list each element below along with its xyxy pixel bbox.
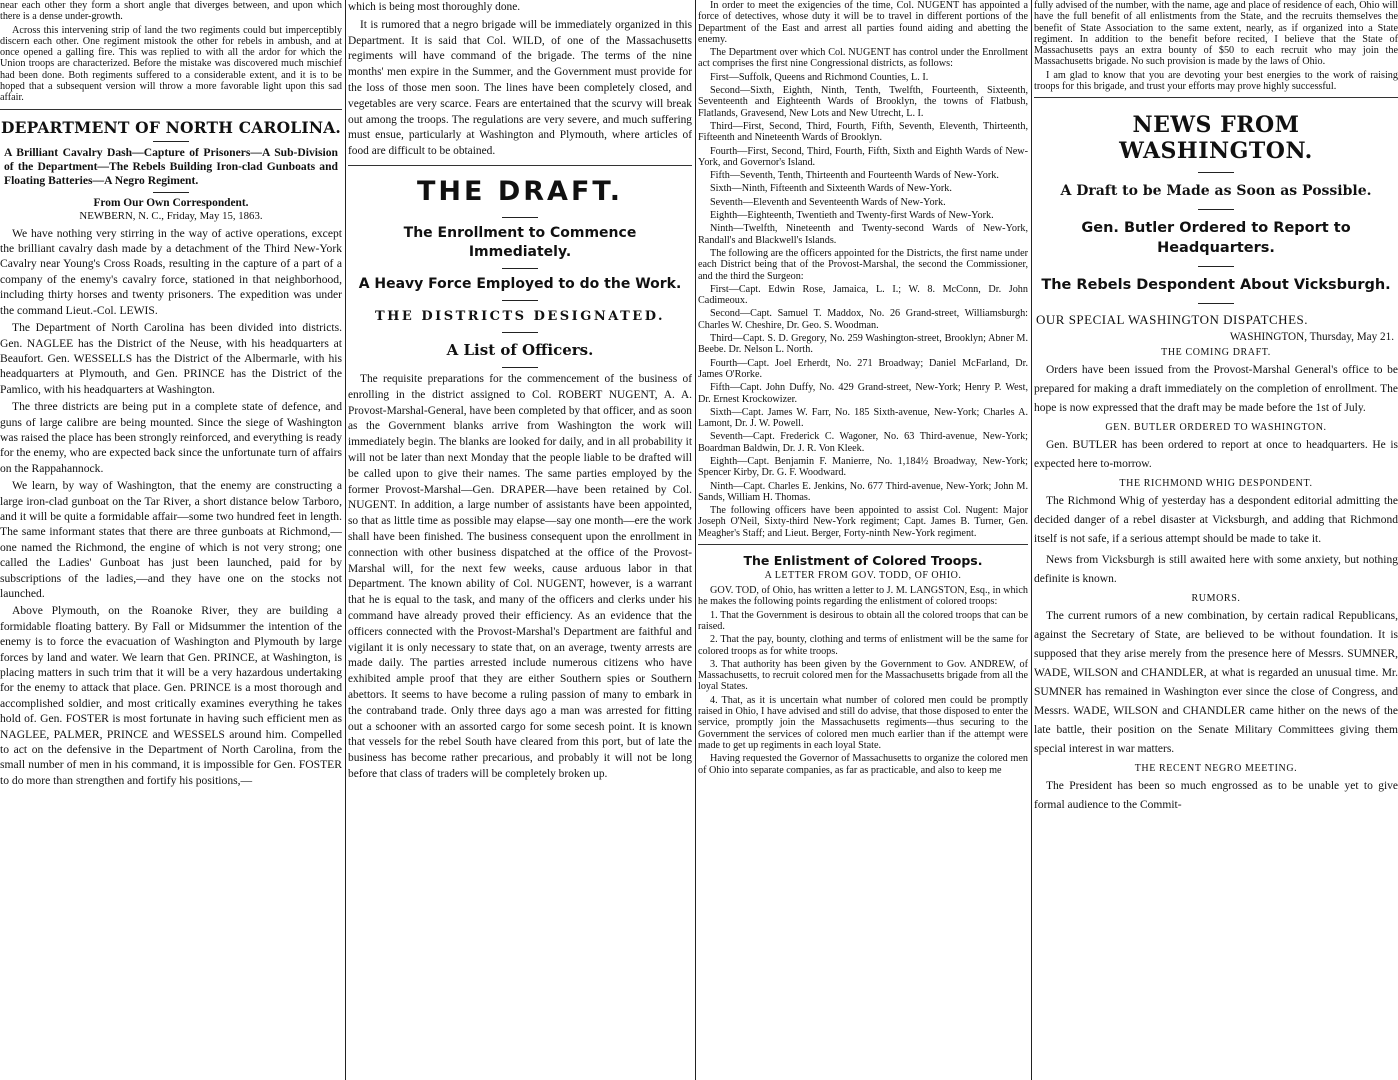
letter-text — [698, 585, 1028, 776]
divider — [502, 268, 538, 269]
byline: From Our Own Correspondent. — [93, 196, 249, 209]
divider — [502, 217, 538, 218]
headline-colored-troops: The Enlistment of Colored Troops. — [743, 553, 983, 569]
article-paragraph: The three districts are being put in a complete state of defence, and guns of large calibre are being mounted. Since the siege of Washington was raised the place has been strongly reinforced, and everything is ready for the enemy, who are expected back since the unfortunate turn of affairs on the Rappahannock. — [0, 400, 342, 475]
divider — [153, 192, 189, 193]
column-the-draft — [348, 0, 692, 1080]
article-paragraph: Second—Capt. Samuel T. Maddox, No. 26 Grand-street, Williamsburgh: Charles W. Cheshire, Dr. Geo. S. Woodman. — [698, 308, 1028, 331]
dispatch-paragraph: The current rumors of a new combination, by certain radical Republicans, against the Secretary of State, are believed to be without foundation. It is supposed that they arise merely from the presence here of Messrs. SUMNER, WADE, WILSON and CHANDLER, at what is regarded an unusual time. Mr. SUMNER has remained in Washington ever since the close of Congress, and Messrs. WADE, WILSON and CHANDLER came hither on the news of the late battle, their position on the Senate Military Committees giving them special interest in war matters. — [1034, 610, 1398, 756]
headline-north-carolina: DEPARTMENT OF NORTH CAROLINA. — [0, 117, 342, 137]
subheadline: A Draft to be Made as Soon as Possible. — [1060, 183, 1372, 200]
article-paragraph: The requisite preparations for the commencement of the business of enrolling in the district assigned to Col. ROBERT NUGENT, A. A. Provost-Marshal-General, have been completed by that officer, and as soon as the Government blanks arrive from Washington the work will immediately begin. The blanks are looked for daily, and in all probability it will not be later than next Monday that the people liable to be drafted will be called upon to give their names. The same parties employed by the former Provost-Marshal—Gen. DRAPER—have been retained by Col. NUGENT. In addition, a large number of assistants have been appointed, so that as little time as possible may elapse—say one month—ere the work shall have been finished. The business consequent upon the enrollment in connection with other business dispatched at the office of the Provost-Marshal will, for the next few weeks, cause arduous labor in that Department. The known ability of Col. NUGENT, however, is a warrant that he is equal to the task, and many of the officers and clerks under his command have already proved their efficiency. As an evidence that the officers connected with the Provost-Marshal's Department are faithful and vigilant it is only necessary to state that, on an average, twenty arrests are made daily. The parties arrested include numerous citizens who have exhibited ample proof that they are either Southern spies or Southern abettors. It seems to have become a ruling passion of many to embark in the contraband trade. Only three days ago a man was arrested for fitting out a schooner with an assorted cargo for some secesh point. It is known that vessels for the rebel South have cleared from this port, but of late the business has become rather precarious, and probably it will not be long before that class of traders will be completely broken up. — [348, 372, 692, 780]
article-paragraph: In order to meet the exigencies of the time, Col. NUGENT has appointed a force of detectives, whose duty it will be to travel in different portions of the Department of the East and arrest all parties found aiding and abetting the enemy. — [698, 0, 1028, 45]
headline-deck: A Brilliant Cavalry Dash—Capture of Prisoners—A Sub-Division of the Department—The Rebels Building Iron-clad Gunboats and Floating Batteries—A Negro Regiment. — [4, 145, 338, 187]
subheadline: The Rebels Despondent About Vicksburgh. — [1041, 277, 1391, 294]
article-paragraph: The Department of North Carolina has been divided into districts. Gen. NAGLEE has the District of the Neuse, with his headquarters at Beaufort. Gen. WESSELLS has the District of the Albermarle, with his headquarters at Plymouth, and Gen. PRINCE has the District of the Pamlico, with his headquarters at Washington. — [0, 321, 342, 396]
divider — [502, 367, 538, 368]
divider — [1198, 303, 1234, 304]
divider — [502, 300, 538, 301]
dispatch-heading: THE RECENT NEGRO MEETING. — [1134, 763, 1298, 775]
article-paragraph: The following officers have been appointed to assist Col. Nugent: Major Joseph O'Neil, Sixty-third New-York regiment; Capt. James B. Turner, Gen. Meagher's Staff; and Lieut. Berger, Forty-ninth New-York regiment. — [698, 505, 1028, 539]
article-paragraph: Third—Capt. S. D. Gregory, No. 259 Washington-street, Brooklyn; Abner M. Beebe. Dr. Nelson L. North. — [698, 333, 1028, 356]
article-paragraph: 2. That the pay, bounty, clothing and terms of enlistment will be the same for colored troops as for white troops. — [698, 634, 1028, 657]
column-districts — [698, 0, 1028, 1080]
article-paragraph: First—Capt. Edwin Rose, Jamaica, L. I.; W. 8. McConn, Dr. John Cadimeoux. — [698, 283, 1028, 307]
article-paragraph: Fifth—Seventh, Tenth, Thirteenth and Fourteenth Wards of New-York. — [710, 170, 999, 182]
article-text: near each other they form a short angle that diverges between, and upon which there is a dense under-growth. — [0, 0, 342, 23]
divider — [348, 165, 692, 166]
headline-news-from-washington: NEWS FROM WASHINGTON. — [1119, 112, 1313, 165]
subheadline: Gen. Butler Ordered to Report to Headquarters. — [1081, 220, 1351, 257]
dispatch-heading: THE RICHMOND WHIG DESPONDENT. — [1119, 478, 1313, 490]
dateline: NEWBERN, N. C., Friday, May 15, 1863. — [79, 209, 263, 222]
article-paragraph: Eighth—Capt. Benjamin F. Manierre, No. 1,184½ Broadway, New-York; Spencer Kirby, Dr. G. F. Woodward. — [698, 455, 1028, 479]
column-north-carolina — [0, 0, 342, 1080]
article-paragraph: Third—First, Second, Third, Fourth, Fifth, Seventh, Eleventh, Thirteenth, Fifteenth and Nineteenth Wards of Brooklyn. — [698, 120, 1028, 144]
headline-the-draft: THE DRAFT. — [417, 175, 623, 207]
dispatch-list — [1034, 347, 1398, 815]
article-paragraph: Ninth—Twelfth, Nineteenth and Twenty-second Wards of New-York, Randall's and Blackwell's Islands. — [698, 223, 1028, 246]
article-paragraph: First—Suffolk, Queens and Richmond Counties, L. I. — [710, 71, 929, 83]
divider — [153, 141, 189, 142]
article-paragraph: 4. That, as it is uncertain what number of colored men could be promptly raised in Ohio, I have advised and still do advise, that those disposed to enter the service, promptly join the Massachusetts regiments—thus securing to the Government the services of colored men much earlier than if the attempt were made to get up regiments in each loyal State. — [698, 694, 1028, 751]
dispatch-heading: THE COMING DRAFT. — [1161, 347, 1271, 359]
column-rule — [345, 0, 346, 1080]
dispatch-heading: RUMORS. — [1191, 593, 1241, 605]
article-paragraph: Seventh—Capt. Frederick C. Wagoner, No. 63 Third-avenue, New-York; Boardman Baldwin, Dr. J. R. Von Kleek. — [698, 431, 1028, 454]
dispatch-paragraph: The Richmond Whig of yesterday has a despondent editorial admitting the decided danger of a rebel disaster at Vicksburgh, and adding that Richmond itself is not safe, if a serious attempt should be made to take it. — [1034, 495, 1398, 546]
article-paragraph: Above Plymouth, on the Roanoke River, they are building a formidable floating battery. By Fall or Midsummer the intention of the enemy is to force the evacuation of Washington and Plymouth by large forces by land and water. We learn that Gen. PRINCE, at Washington, is placing matters in such trim that it will be a very hazardous undertaking for the enemy to attack that place. Gen. PRINCE is a most thorough and accomplished soldier, and most critically examines everything he takes hold of. Gen. FOSTER is most fortunate in having such efficient men as NAGLEE, PALMER, PRINCE and WESSELS around him. Compelled to act on the defensive in the Department of North Carolina, from the small number of men in his command, it is impossible for Gen. FOSTER to do more than strengthen and fortify his positions,— — [0, 604, 342, 787]
column-rule — [1031, 0, 1032, 1080]
article-paragraph: 3. That authority has been given by the Government to Gov. ANDREW, of Massachusetts, to recruit colored men for the Massachusetts brigade from all the loyal States. — [698, 658, 1028, 693]
article-paragraph: Fifth—Capt. John Duffy, No. 429 Grand-street, New-York; Henry P. West, Dr. Ernest Krockowizer. — [698, 382, 1028, 405]
dateline: WASHINGTON, Thursday, May 21. — [1229, 331, 1394, 344]
article-paragraph: Sixth—Ninth, Fifteenth and Sixteenth Wards of New-York. — [710, 183, 952, 195]
article-paragraph: We have nothing very stirring in the way of active operations, except the brilliant cavalry dash made by a detachment of the Third New-York Cavalry near Young's Cross Roads, resulting in the capture of a part of a company of the enemy's cavalry force, stationed in that neighborhood, including thirty horses and twenty prisoners. The expedition was under the command Lieut.-Col. LEWIS. — [0, 226, 342, 317]
article-text: Across this intervening strip of land the two regiments could but imperceptibly discern each other. One regiment mistook the other for rebels in ambush, and at once opened a galling fire. This was replied to with all the ardor for which the Union troops are characterized. Before the mistake was discovered much mischief had been done. Both regiments suffered to a considerable extent, and it is to be hoped that a subsequent version will throw a more favorable light upon this sad affair. — [0, 24, 342, 104]
article-paragraph: We learn, by way of Washington, that the enemy are constructing a large iron-clad gunboat on the Tar River, a short distance below Tarboro, and it will be quite a formidable affair—some two hundred feet in length. The same informant states that there are three gunboats at Richmond,—one named the Richmond, the engine of which is not very strong; one called the Ladies' Gunboat has just been launched, paid for by subscriptions of the ladies,—and they have one on the stocks not launched. — [0, 479, 342, 601]
article-paragraph: Having requested the Governor of Massachusetts to organize the colored men of Ohio into separate companies, as far as practicable, and also to keep me — [698, 753, 1028, 776]
article-paragraph: Ninth—Capt. Charles E. Jenkins, No. 677 Third-avenue, New-York; John M. Sands, William H. Thomas. — [698, 480, 1028, 503]
divider — [1198, 266, 1234, 267]
column-washington — [1034, 0, 1398, 1080]
article-paragraph: Seventh—Eleventh and Seventeenth Wards of New-York. — [710, 196, 946, 208]
article-paragraph: 1. That the Government is desirous to obtain all the colored troops that can be raised. — [698, 609, 1028, 632]
divider — [1198, 209, 1234, 210]
article-paragraph: The following are the officers appointed for the Districts, the first name under each District being that of the Provost-Marshal, the second the Commissioner, and the third the Surgeon: — [698, 247, 1028, 282]
divider — [0, 109, 342, 110]
article-paragraph: Sixth—Capt. James W. Farr, No. 185 Sixth-avenue, New-York; Charles A. Lamont, Dr. J. W. Powell. — [698, 406, 1028, 430]
divider — [1034, 97, 1398, 98]
article-paragraph: Eighth—Eighteenth, Twentieth and Twenty-first Wards of New-York. — [710, 210, 994, 222]
divider — [1198, 172, 1234, 173]
article-paragraph: Fourth—First, Second, Third, Fourth, Fifth, Sixth and Eighth Wards of New-York, and Governor's Island. — [698, 145, 1028, 168]
article-text: which is being most thoroughly done. — [348, 1, 521, 13]
divider — [698, 544, 1028, 545]
article-paragraph: The Department over which Col. NUGENT has control under the Enrollment act comprises the first nine Congressional districts, as follows: — [698, 47, 1028, 70]
column-rule — [695, 0, 696, 1080]
divider — [502, 332, 538, 333]
article-paragraph: Second—Sixth, Eighth, Ninth, Tenth, Twelfth, Fourteenth, Sixteenth, Seventeenth and Eighteenth Wards of Brooklyn, the towns of Flatbush, Flatlands, Gravesend, New Lots and New Utrecht, L. I. — [698, 85, 1028, 119]
article-text: It is rumored that a negro brigade will be immediately organized in this Department. It is said that Col. WILD, of one of the Massachusetts regiments will have command of the brigade. The terms of the nine months' men expire in the Summer, and the Government must provide for the loss of those men soon. The lines have been completely closed, and vegetables are very scarce. Fears are entertained that the scurvy will break out among the troops. The regulations are very severe, and much suffering must ensue, particularly at Washington and Plymouth, where articles of food are difficult to be obtained. — [348, 18, 692, 158]
article-text: I am glad to know that you are devoting your best energies to the work of raising troops for this brigade, and trust your efforts may prove highly successful. — [1034, 69, 1398, 93]
subheadline: A LETTER FROM GOV. TODD, OF OHIO. — [764, 570, 962, 582]
subheadline: A List of Officers. — [446, 340, 594, 359]
article-paragraph: Fourth—Capt. Joel Erherdt, No. 271 Broadway; Daniel McFarland, Dr. James O'Rorke. — [698, 357, 1028, 380]
subheadline: A Heavy Force Employed to do the Work. — [358, 275, 682, 292]
dispatch-paragraph: Orders have been issued from the Provost-Marshal General's office to be prepared for making a draft immediately on the completion of enrollment. The hope is now expressed that the draft may be made before the 1st of July. — [1034, 364, 1398, 415]
article-text: fully advised of the number, with the name, age and place of residence of each, Ohio will have the full benefit of all enlistments from the State, and the recruits themselves the benefit of State Association to the same extent, nearly, as if organized into a State regiment. In addition to the benefit before recited, I believe that the State of Massachusetts pays an extra bounty of $50 to each recruit who may join the Massachusetts brigade. No such provision is made by the laws of Ohio. — [1034, 0, 1398, 68]
dispatch-heading: GEN. BUTLER ORDERED TO WASHINGTON. — [1105, 422, 1327, 434]
subheadline: The Enrollment to Commence Immediately. — [403, 224, 637, 260]
dispatch-paragraph: News from Vicksburgh is still awaited here with some anxiety, but nothing definite is known. — [1034, 554, 1398, 586]
dispatch-paragraph: The President has been so much engrossed as to be unable yet to give formal audience to the Commit- — [1034, 780, 1398, 812]
district-list — [698, 0, 1028, 539]
dispatch-paragraph: Gen. BUTLER has been ordered to report at once to headquarters. He is expected here to-morrow. — [1034, 439, 1398, 471]
subheadline: THE DISTRICTS DESIGNATED. — [374, 308, 666, 324]
section-heading: OUR SPECIAL WASHINGTON DISPATCHES. — [1036, 312, 1308, 328]
article-paragraph: GOV. TOD, of Ohio, has written a letter to J. M. LANGSTON, Esq., in which he makes the following points regarding the enlistment of colored troops: — [698, 585, 1028, 608]
